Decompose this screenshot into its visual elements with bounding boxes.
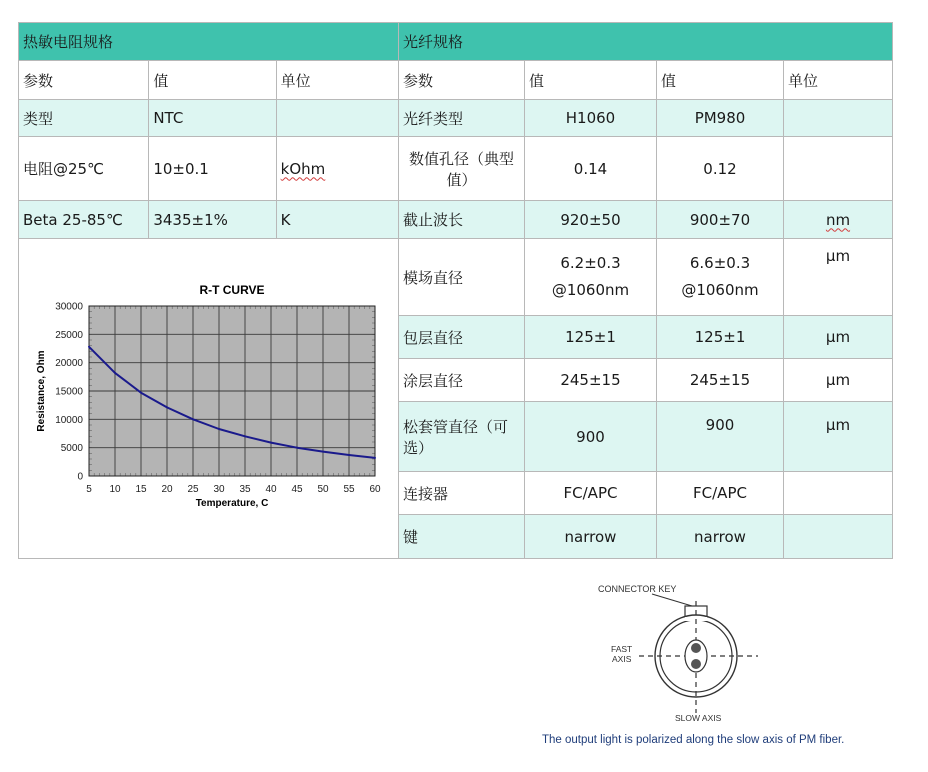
table-row — [19, 201, 893, 239]
chart-y-tick-label: 10000 — [55, 414, 83, 426]
thermistor-title: 热敏电阻规格 — [19, 23, 399, 61]
fiber-value-1: 245±15 — [525, 359, 657, 402]
rt-chart-cell — [19, 239, 399, 559]
fiber-value-1: FC/APC — [525, 472, 657, 515]
fiber-header-value-2: 值 — [657, 61, 784, 100]
fiber-value-2: 900 — [657, 402, 784, 472]
fiber-unit — [784, 472, 893, 515]
spec-table — [18, 22, 893, 559]
rt-curve-point — [296, 447, 298, 449]
rt-curve-point — [348, 454, 350, 456]
thermistor-value: NTC — [149, 100, 276, 137]
thermistor-value: 3435±1% — [149, 201, 276, 239]
chart-x-tick-label: 45 — [291, 484, 303, 495]
fiber-unit — [784, 515, 893, 559]
fiber-value-1: 0.14 — [525, 137, 657, 201]
rt-curve-chart — [19, 239, 398, 549]
fiber-value-2: narrow — [657, 515, 784, 559]
fiber-unit: µm — [784, 316, 893, 359]
table-row — [19, 100, 893, 137]
thermistor-param: 电阻@25℃ — [19, 137, 149, 201]
polarization-caption: The output light is polarized along the slow axis of PM fiber. — [542, 734, 845, 746]
chart-y-tick-label: 5000 — [60, 443, 83, 455]
chart-x-tick-label: 25 — [187, 484, 199, 495]
fiber-axis-diagram — [540, 578, 860, 758]
fiber-param: 松套管直径（可选） — [399, 402, 525, 472]
rt-curve-point — [270, 442, 272, 444]
rt-curve-point — [218, 428, 220, 430]
fiber-param: 光纤类型 — [399, 100, 525, 137]
chart-y-tick-label: 25000 — [55, 329, 83, 341]
fiber-param: 截止波长 — [399, 201, 525, 239]
fiber-unit — [784, 137, 893, 201]
stress-rod-bottom — [691, 659, 701, 669]
chart-x-tick-label: 30 — [213, 484, 225, 495]
fiber-value-1: narrow — [525, 515, 657, 559]
chart-x-tick-label: 10 — [109, 484, 121, 495]
table-row — [19, 137, 893, 201]
fiber-value-2: 900±70 — [657, 201, 784, 239]
fiber-header-unit: 单位 — [784, 61, 893, 100]
thermistor-param: Beta 25-85℃ — [19, 201, 149, 239]
fast-axis-label-2: AXIS — [612, 654, 632, 664]
thermistor-value: 10±0.1 — [149, 137, 276, 201]
chart-y-tick-label: 30000 — [55, 301, 83, 313]
chart-x-tick-label: 5 — [86, 484, 92, 495]
fiber-param: 包层直径 — [399, 316, 525, 359]
chart-y-tick-label: 20000 — [55, 358, 83, 370]
thermistor-unit: K — [276, 201, 398, 239]
chart-x-axis-label: Temperature, C — [195, 498, 269, 509]
chart-y-axis-label: Resistance, Ohm — [36, 350, 47, 432]
chart-y-tick-label: 0 — [77, 471, 83, 483]
fiber-title: 光纤规格 — [399, 23, 893, 61]
fiber-param: 数值孔径（典型值） — [399, 137, 525, 201]
chart-x-tick-label: 15 — [135, 484, 147, 495]
fiber-value-2: 245±15 — [657, 359, 784, 402]
rt-curve-point — [114, 372, 116, 374]
fiber-param: 键 — [399, 515, 525, 559]
fiber-unit: µm — [784, 239, 893, 316]
rt-curve-point — [244, 435, 246, 437]
thermistor-unit — [276, 137, 398, 201]
table-row — [19, 239, 893, 316]
connector-key-label: CONNECTOR KEY — [598, 584, 677, 594]
fiber-unit — [784, 100, 893, 137]
chart-x-tick-label: 50 — [317, 484, 329, 495]
table-header-row — [19, 23, 893, 61]
rt-curve-point — [88, 346, 90, 348]
fiber-unit: µm — [784, 402, 893, 472]
chart-x-tick-label: 40 — [265, 484, 277, 495]
fiber-value-1: H1060 — [525, 100, 657, 137]
fiber-param: 模场直径 — [399, 239, 525, 316]
rt-curve-point — [374, 457, 376, 459]
fiber-value-2: 6.6±0.3 @1060nm — [657, 239, 784, 316]
thermistor-header-unit: 单位 — [276, 61, 398, 100]
fiber-param: 连接器 — [399, 472, 525, 515]
fiber-unit — [784, 201, 893, 239]
stress-rod-top — [691, 643, 701, 653]
thermistor-unit-text: kOhm — [280, 159, 326, 178]
fiber-value-2: 0.12 — [657, 137, 784, 201]
fiber-value-2: PM980 — [657, 100, 784, 137]
chart-x-tick-label: 55 — [343, 484, 355, 495]
rt-curve-point — [166, 406, 168, 408]
fiber-param: 涂层直径 — [399, 359, 525, 402]
fiber-value-1: 125±1 — [525, 316, 657, 359]
thermistor-header-param: 参数 — [19, 61, 149, 100]
chart-x-tick-label: 60 — [369, 484, 381, 495]
thermistor-header-value: 值 — [149, 61, 276, 100]
fiber-value-1: 920±50 — [525, 201, 657, 239]
chart-y-tick-label: 15000 — [55, 386, 83, 398]
thermistor-unit — [276, 100, 398, 137]
fiber-value-2: 125±1 — [657, 316, 784, 359]
rt-curve-point — [322, 451, 324, 453]
fiber-unit-text: nm — [825, 210, 851, 229]
thermistor-param: 类型 — [19, 100, 149, 137]
fast-axis-label-1: FAST — [611, 644, 633, 654]
fiber-header-param: 参数 — [399, 61, 525, 100]
connector-key-leader — [652, 594, 692, 606]
chart-x-tick-label: 35 — [239, 484, 251, 495]
rt-curve-point — [140, 392, 142, 394]
rt-curve-point — [192, 418, 194, 420]
fiber-value-1: 6.2±0.3 @1060nm — [525, 239, 657, 316]
fiber-value-1: 900 — [525, 402, 657, 472]
table-row — [19, 61, 893, 100]
chart-x-tick-label: 20 — [161, 484, 173, 495]
fiber-value-2: FC/APC — [657, 472, 784, 515]
chart-title: R-T CURVE — [199, 283, 265, 297]
fiber-header-value-1: 值 — [525, 61, 657, 100]
fiber-unit: µm — [784, 359, 893, 402]
slow-axis-label: SLOW AXIS — [675, 713, 722, 723]
